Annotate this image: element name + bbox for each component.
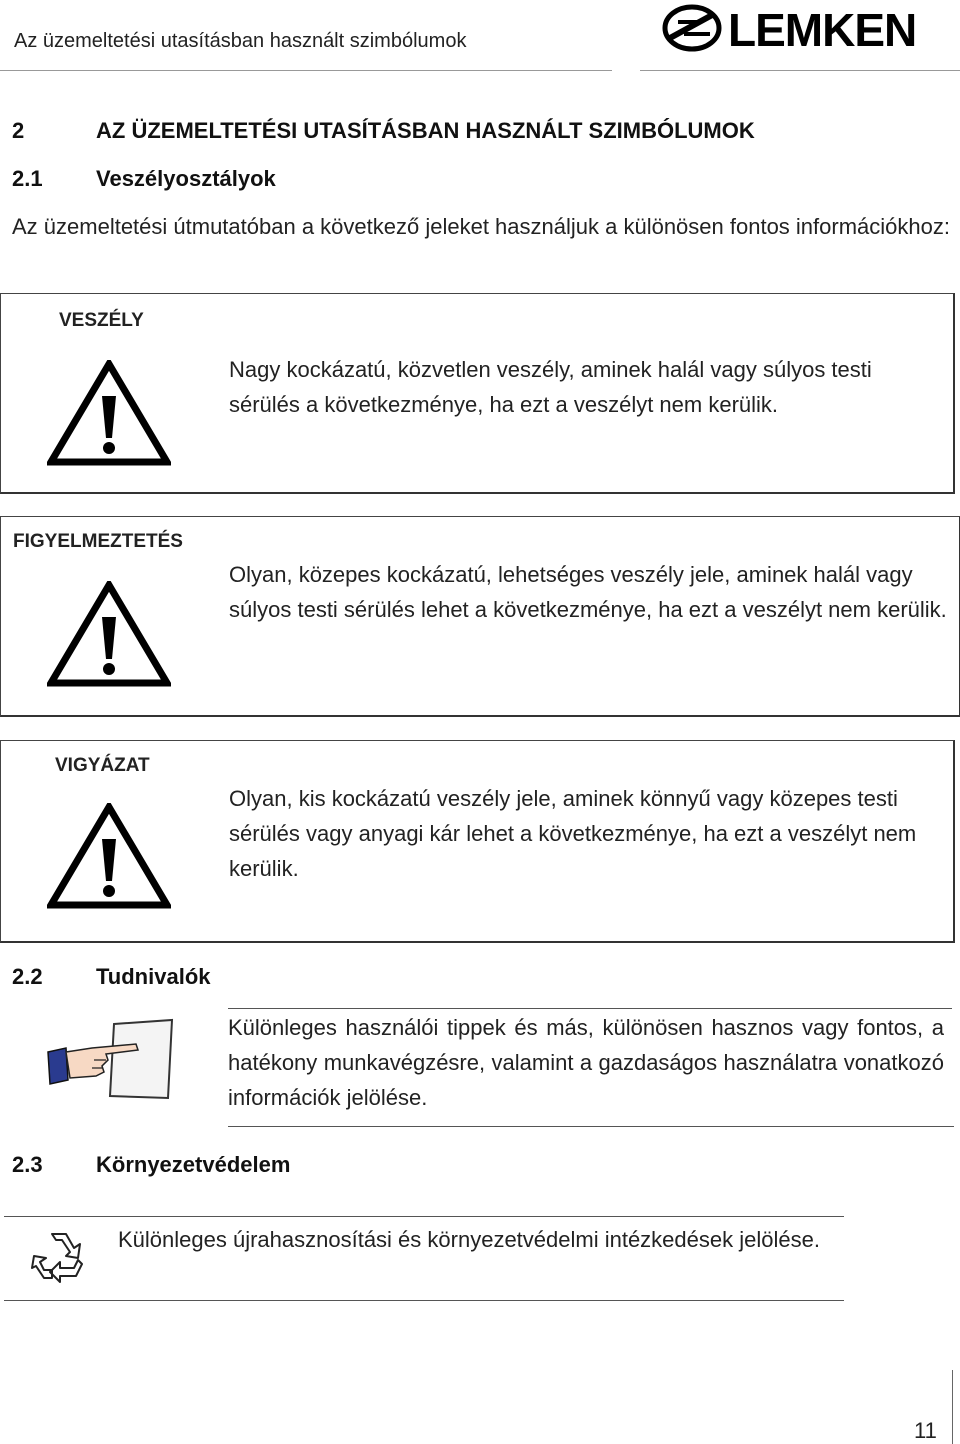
section-title: AZ ÜZEMELTETÉSI UTASÍTÁSBAN HASZNÁLT SZIMBÓLUMOK xyxy=(96,118,755,143)
hazard-label: VIGYÁZAT xyxy=(55,755,150,776)
hazard-label: VESZÉLY xyxy=(59,310,144,331)
environment-description: Különleges újrahasznosítási és környezetvédelmi intézkedések jelölése. xyxy=(118,1227,820,1252)
logo-emblem-icon xyxy=(665,7,719,49)
recycle-icon xyxy=(30,1228,88,1284)
environment-rule-top xyxy=(4,1216,844,1217)
hazard-description: Nagy kockázatú, közvetlen veszély, aminek halál vagy súlyos testi sérülés a következménye, ha ezt a veszélyt nem kerülik. xyxy=(229,357,872,417)
hazard-box-caution xyxy=(0,740,955,943)
hazard-label: FIGYELMEZTETÉS xyxy=(13,531,183,552)
header-divider xyxy=(0,70,612,71)
warning-triangle-icon xyxy=(47,803,171,909)
page-number: 11 xyxy=(914,1418,937,1443)
hazard-box-warning xyxy=(0,516,960,717)
intro-paragraph: Az üzemeltetési útmutatóban a következő jeleket használjuk a különösen fontos információkhoz: xyxy=(12,214,950,239)
brand-wordmark: LEMKEN xyxy=(728,4,917,56)
subsection-title: Környezetvédelem xyxy=(96,1152,291,1177)
subsection-number: 2.3 xyxy=(12,1152,43,1177)
note-rule-top xyxy=(228,1008,952,1009)
warning-triangle-icon xyxy=(47,581,171,687)
section-number: 2 xyxy=(12,118,25,143)
subsection-title: Veszélyosztályok xyxy=(96,166,276,191)
note-description: Különleges használói tippek és más, különösen hasznos vagy fontos, a hatékony munkavégzésre, valamint a gazdaságos használatra vonatkozó információk jelölése. xyxy=(228,1015,944,1110)
note-rule-bottom xyxy=(228,1126,954,1127)
pointing-hand-note-icon xyxy=(44,1018,176,1102)
footer-divider xyxy=(952,1370,953,1444)
environment-rule-bottom xyxy=(4,1300,844,1301)
hazard-box-danger xyxy=(0,293,955,494)
running-header-title: Az üzemeltetési utasításban használt szimbólumok xyxy=(14,30,467,52)
warning-triangle-icon xyxy=(47,360,171,466)
hazard-description: Olyan, közepes kockázatú, lehetséges veszély jele, aminek halál vagy súlyos testi sérülés lehet a következménye, ha ezt a veszélyt nem kerülik. xyxy=(229,562,947,622)
subsection-number: 2.2 xyxy=(12,964,43,989)
lemken-logo xyxy=(662,2,952,56)
subsection-number: 2.1 xyxy=(12,166,43,191)
subsection-title: Tudnivalók xyxy=(96,964,211,989)
hazard-description: Olyan, kis kockázatú veszély jele, aminek könnyű vagy közepes testi sérülés vagy anyagi kár lehet a következménye, ha ezt a veszélyt nem kerülik. xyxy=(229,786,917,881)
header-divider-right xyxy=(640,70,960,71)
